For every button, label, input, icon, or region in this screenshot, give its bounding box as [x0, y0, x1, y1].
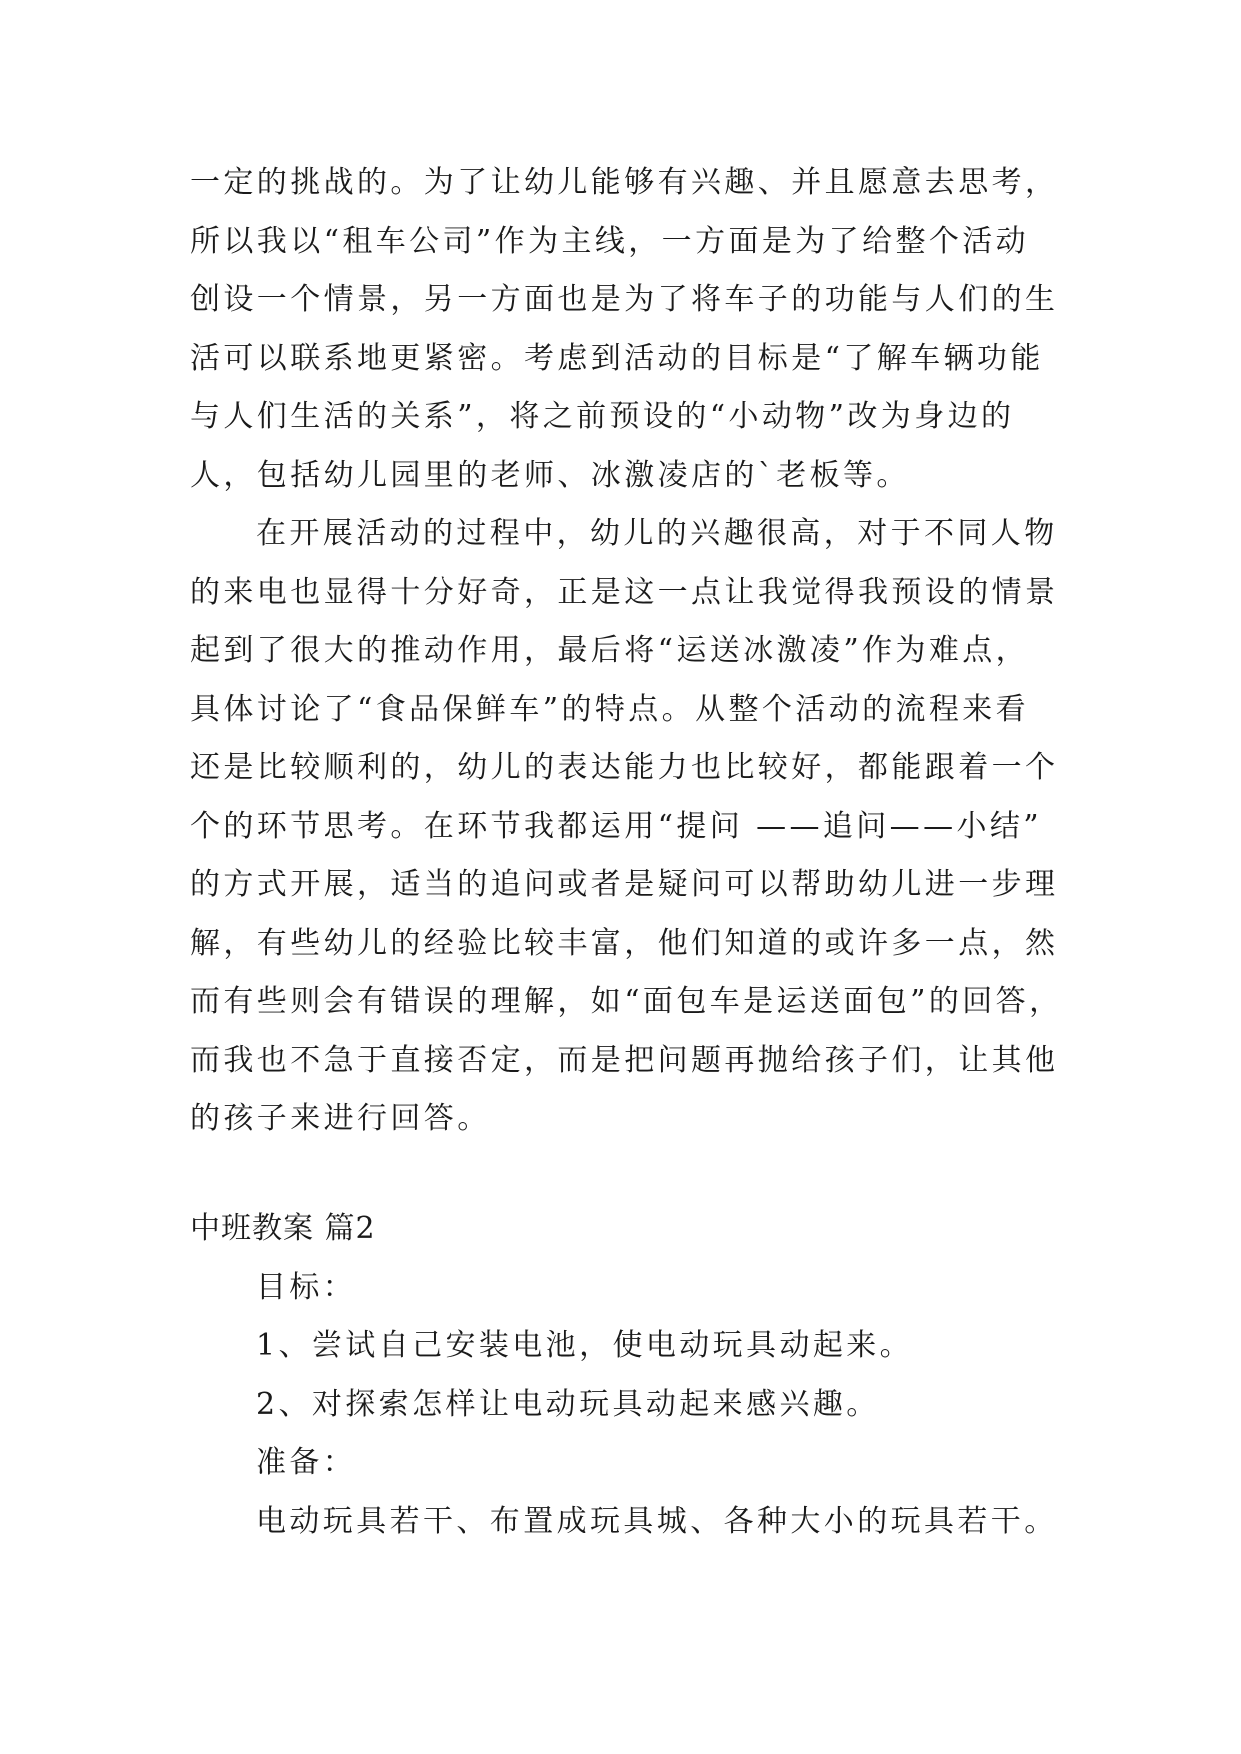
goal-item-2: 2、对探索怎样让电动玩具动起来感兴趣。: [256, 1387, 880, 1422]
paragraph-line: 个的环节思考。在环节我都运用“提问 ——追问——小结”: [190, 809, 1043, 844]
goal-item-1: 1、尝试自己安装电池，使电动玩具动起来。: [256, 1328, 914, 1363]
paragraph-line: 在开展活动的过程中，幼儿的兴趣很高，对于不同人物: [256, 516, 1058, 551]
paragraph-line: 而有些则会有错误的理解，如“面包车是运送面包”的回答，: [190, 984, 1063, 1019]
paragraph-line: 的孩子来进行回答。: [190, 1101, 491, 1136]
paragraph-line: 的方式开展，适当的追问或者是疑问可以帮助幼儿进一步理: [190, 867, 1059, 902]
prep-label: 准备：: [256, 1445, 357, 1480]
paragraph-line: 的来电也显得十分好奇，正是这一点让我觉得我预设的情景: [190, 575, 1059, 610]
paragraph-line: 与人们生活的关系”，将之前预设的“小动物”改为身边的: [190, 399, 1015, 434]
paragraph-line: 创设一个情景，另一方面也是为了将车子的功能与人们的生: [190, 282, 1059, 317]
paragraph-line: 活可以联系地更紧密。考虑到活动的目标是“了解车辆功能: [190, 341, 1044, 376]
goals-label: 目标：: [256, 1270, 357, 1305]
paragraph-line: 人，包括幼儿园里的老师、冰激凌店的`老板等。: [190, 458, 910, 493]
paragraph-line: 而我也不急于直接否定，而是把问题再抛给孩子们，让其他: [190, 1043, 1059, 1078]
paragraph-line: 所以我以“租车公司”作为主线，一方面是为了给整个活动: [190, 224, 1030, 259]
paragraph-line: 一定的挑战的。为了让幼儿能够有兴趣、并且愿意去思考，: [190, 165, 1059, 200]
section-title: 中班教案 篇2: [190, 1211, 376, 1246]
paragraph-line: 解，有些幼儿的经验比较丰富，他们知道的或许多一点，然: [190, 926, 1059, 961]
paragraph-line: 具体讨论了“食品保鲜车”的特点。从整个活动的流程来看: [190, 692, 1030, 727]
paragraph-line: 还是比较顺利的，幼儿的表达能力也比较好，都能跟着一个: [190, 750, 1059, 785]
prep-text: 电动玩具若干、布置成玩具城、各种大小的玩具若干。: [256, 1504, 1058, 1539]
paragraph-line: 起到了很大的推动作用，最后将“运送冰激凌”作为难点，: [190, 633, 1030, 668]
